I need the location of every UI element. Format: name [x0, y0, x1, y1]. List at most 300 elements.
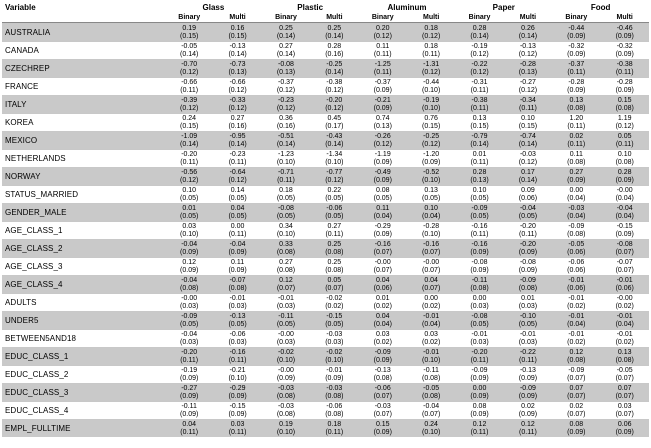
standard-error-value: (0.12) — [422, 32, 441, 40]
coefficient-value: -0.01 — [616, 312, 633, 320]
estimate-cell — [359, 276, 407, 293]
standard-error-value: (0.11) — [470, 230, 489, 238]
estimate-cell — [213, 132, 261, 149]
estimate-cell — [504, 312, 552, 329]
standard-error-value: (0.04) — [422, 320, 441, 328]
row-variable-label: EDUC_CLASS_1 — [5, 352, 69, 361]
estimate-cell — [262, 42, 310, 59]
estimate-cell — [310, 96, 358, 113]
standard-error-value: (0.09) — [615, 176, 634, 184]
estimate-cell — [262, 114, 310, 131]
estimate-cell — [504, 276, 552, 293]
standard-error-value: (0.11) — [228, 356, 247, 364]
coefficient-value: -0.21 — [229, 366, 246, 374]
estimate-cell — [359, 168, 407, 185]
standard-error-value: (0.07) — [422, 410, 441, 418]
estimate-cell — [601, 258, 649, 275]
standard-error-value: (0.02) — [373, 338, 392, 346]
subcolumn-header-row — [2, 13, 649, 23]
standard-error-value: (0.07) — [615, 266, 634, 274]
standard-error-value: (0.05) — [373, 194, 392, 202]
coefficient-value: -0.38 — [616, 60, 633, 68]
estimate-cell — [504, 330, 552, 347]
table-row — [2, 149, 649, 167]
standard-error-value: (0.12) — [180, 68, 199, 76]
standard-error-value: (0.05) — [325, 194, 344, 202]
table-row — [2, 95, 649, 113]
coefficient-value: -0.02 — [326, 348, 343, 356]
standard-error-value: (0.09) — [228, 248, 247, 256]
estimate-cell — [407, 402, 455, 419]
standard-error-value: (0.14) — [276, 50, 296, 58]
estimate-cell — [455, 402, 503, 419]
estimate-cell — [504, 24, 552, 41]
coefficient-value: -0.00 — [181, 294, 198, 302]
coefficient-value: -0.03 — [326, 330, 343, 338]
coefficient-value: -0.01 — [616, 276, 633, 284]
coefficient-value: -0.01 — [568, 294, 585, 302]
standard-error-value: (0.10) — [276, 356, 296, 364]
coefficient-value: 0.04 — [182, 420, 196, 428]
standard-error-value: (0.14) — [325, 32, 344, 40]
coefficient-value: -0.32 — [616, 42, 633, 50]
standard-error-value: (0.15) — [180, 32, 199, 40]
coefficient-value: -0.20 — [326, 96, 343, 104]
table-row — [2, 23, 649, 41]
standard-error-value: (0.10) — [276, 428, 296, 436]
estimate-cell — [552, 258, 600, 275]
standard-error-value: (0.08) — [615, 104, 634, 112]
estimate-cell — [359, 312, 407, 329]
estimate-cell — [407, 258, 455, 275]
standard-error-value: (0.08) — [518, 284, 538, 292]
standard-error-value: (0.09) — [373, 104, 392, 112]
standard-error-value: (0.11) — [519, 356, 537, 364]
estimate-cell — [310, 168, 358, 185]
coefficient-value: -0.09 — [471, 204, 488, 212]
estimate-cell — [262, 150, 310, 167]
estimate-cell — [455, 42, 503, 59]
coefficient-value: 0.04 — [375, 312, 390, 320]
standard-error-value: (0.09) — [567, 50, 586, 58]
coefficient-value: -0.05 — [181, 42, 198, 50]
standard-error-value: (0.08) — [325, 392, 344, 400]
coefficient-value: 0.12 — [472, 420, 487, 428]
table-row — [2, 239, 649, 257]
estimate-cell — [601, 204, 649, 221]
estimate-cell — [552, 312, 600, 329]
standard-error-value: (0.03) — [470, 302, 489, 310]
estimate-cell — [407, 150, 455, 167]
coefficient-value: -0.04 — [423, 402, 440, 410]
standard-error-value: (0.11) — [519, 104, 537, 112]
coefficient-value: -0.13 — [229, 42, 246, 50]
estimate-cell — [601, 330, 649, 347]
coefficient-value: 0.26 — [521, 24, 535, 32]
standard-error-value: (0.14) — [325, 140, 344, 148]
standard-error-value: (0.09) — [470, 392, 489, 400]
estimate-cell — [165, 42, 213, 59]
standard-error-value: (0.10) — [325, 158, 344, 166]
standard-error-value: (0.06) — [518, 194, 538, 202]
standard-error-value: (0.11) — [470, 104, 489, 112]
estimate-cell — [165, 96, 213, 113]
estimate-cell — [165, 150, 213, 167]
coefficient-value: -0.01 — [616, 330, 633, 338]
coefficient-value: 0.10 — [521, 114, 535, 122]
coefficient-value: -0.22 — [471, 60, 488, 68]
standard-error-value: (0.04) — [373, 212, 392, 220]
coefficient-value: -0.01 — [568, 276, 585, 284]
estimate-cell — [262, 168, 310, 185]
standard-error-value: (0.14) — [180, 50, 199, 58]
standard-error-value: (0.15) — [422, 122, 441, 130]
standard-error-value: (0.11) — [615, 140, 634, 148]
standard-error-value: (0.05) — [422, 194, 441, 202]
estimate-cell — [601, 294, 649, 311]
standard-error-value: (0.04) — [615, 320, 634, 328]
standard-error-value: (0.07) — [567, 410, 586, 418]
estimate-cell — [310, 114, 358, 131]
coefficient-value: -0.66 — [229, 78, 246, 86]
standard-error-value: (0.09) — [470, 410, 489, 418]
row-variable-label: NORWAY — [5, 172, 41, 181]
standard-error-value: (0.12) — [373, 32, 392, 40]
coefficient-value: -0.20 — [181, 150, 198, 158]
coefficient-value: 0.10 — [182, 186, 196, 194]
estimate-cell — [455, 222, 503, 239]
coefficient-value: 0.16 — [230, 24, 245, 32]
coefficient-value: 0.03 — [424, 330, 438, 338]
standard-error-value: (0.09) — [373, 356, 392, 364]
standard-error-value: (0.12) — [470, 68, 489, 76]
coefficient-value: -0.11 — [181, 402, 197, 410]
coefficient-value: -0.20 — [519, 240, 536, 248]
estimate-cell — [310, 276, 358, 293]
estimate-cell — [504, 348, 552, 365]
coefficient-value: -0.39 — [181, 96, 198, 104]
standard-error-value: (0.08) — [325, 248, 344, 256]
coefficient-value: -0.09 — [519, 384, 536, 392]
estimate-cell — [552, 60, 600, 77]
estimate-cell — [407, 240, 455, 257]
standard-error-value: (0.02) — [373, 302, 392, 310]
standard-error-value: (0.15) — [518, 122, 538, 130]
estimate-cell — [552, 78, 600, 95]
standard-error-value: (0.12) — [518, 50, 538, 58]
standard-error-value: (0.15) — [470, 122, 489, 130]
row-variable-label: MEXICO — [5, 136, 38, 145]
estimate-cell — [165, 366, 213, 383]
coefficient-value: -0.11 — [471, 276, 488, 284]
standard-error-value: (0.08) — [567, 158, 586, 166]
coefficient-value: -0.71 — [277, 168, 294, 176]
standard-error-value: (0.08) — [422, 392, 441, 400]
estimate-cell — [601, 366, 649, 383]
coefficient-value: 0.13 — [569, 96, 584, 104]
coefficient-value: 0.05 — [327, 276, 342, 284]
estimate-cell — [310, 348, 358, 365]
coefficient-value: -0.09 — [374, 348, 391, 356]
estimate-cell — [165, 132, 213, 149]
estimate-cell — [455, 348, 503, 365]
coefficient-value: 0.18 — [279, 186, 293, 194]
estimate-cell — [552, 114, 600, 131]
coefficient-value: -0.43 — [326, 132, 343, 140]
estimate-cell — [213, 60, 261, 77]
standard-error-value: (0.09) — [180, 410, 199, 418]
estimate-cell — [165, 348, 213, 365]
estimate-cell — [213, 384, 261, 401]
coefficient-value: 0.06 — [617, 420, 632, 428]
estimate-cell — [165, 204, 213, 221]
coefficient-value: 0.27 — [279, 42, 293, 50]
standard-error-value: (0.05) — [180, 212, 199, 220]
standard-error-value: (0.12) — [470, 50, 489, 58]
estimate-cell — [359, 96, 407, 113]
estimate-cell — [262, 348, 310, 365]
row-variable-label: AGE_CLASS_3 — [5, 262, 63, 271]
estimate-cell — [165, 312, 213, 329]
table-row — [2, 167, 649, 185]
estimate-cell — [407, 60, 455, 77]
estimate-cell — [213, 348, 261, 365]
standard-error-value: (0.09) — [567, 176, 586, 184]
estimate-cell — [601, 96, 649, 113]
estimate-cell — [310, 78, 358, 95]
standard-error-value: (0.07) — [615, 248, 634, 256]
coefficient-value: 0.01 — [375, 294, 390, 302]
table-row — [2, 311, 649, 329]
estimate-cell — [165, 60, 213, 77]
coefficient-value: -0.01 — [423, 312, 440, 320]
standard-error-value: (0.09) — [228, 410, 247, 418]
coefficient-value: -1.31 — [423, 60, 440, 68]
standard-error-value: (0.08) — [276, 410, 296, 418]
coefficient-value: -0.07 — [616, 258, 633, 266]
coefficient-value: -0.09 — [568, 222, 585, 230]
coefficient-value: -0.13 — [229, 312, 246, 320]
coefficient-value: 0.00 — [472, 294, 487, 302]
row-variable-label: UNDER5 — [5, 316, 39, 325]
estimate-cell — [310, 330, 358, 347]
coefficient-value: 0.33 — [279, 240, 293, 248]
standard-error-value: (0.12) — [518, 158, 538, 166]
standard-error-value: (0.10) — [422, 356, 441, 364]
coefficient-value: -0.28 — [616, 78, 633, 86]
standard-error-value: (0.08) — [567, 230, 586, 238]
coefficient-value: 0.27 — [230, 114, 245, 122]
estimate-cell — [262, 222, 310, 239]
estimate-cell — [310, 186, 358, 203]
estimate-cell — [455, 240, 503, 257]
estimate-cell — [552, 204, 600, 221]
estimate-cell — [455, 384, 503, 401]
estimate-cell — [359, 294, 407, 311]
estimate-cell — [359, 78, 407, 95]
standard-error-value: (0.11) — [470, 428, 489, 436]
estimate-cell — [262, 276, 310, 293]
estimate-cell — [455, 168, 503, 185]
standard-error-value: (0.09) — [373, 86, 392, 94]
estimate-cell — [504, 294, 552, 311]
coefficient-value: -0.13 — [519, 42, 536, 50]
standard-error-value: (0.09) — [180, 392, 199, 400]
standard-error-value: (0.06) — [615, 284, 634, 292]
standard-error-value: (0.17) — [325, 122, 344, 130]
standard-error-value: (0.05) — [276, 194, 296, 202]
estimate-cell — [455, 330, 503, 347]
estimate-cell — [359, 384, 407, 401]
estimate-cell — [552, 276, 600, 293]
estimate-cell — [359, 240, 407, 257]
coefficient-value: 0.25 — [327, 24, 342, 32]
standard-error-value: (0.11) — [615, 68, 634, 76]
estimate-cell — [213, 24, 261, 41]
coefficient-value: 1.20 — [569, 114, 584, 122]
coefficient-value: 0.05 — [617, 132, 632, 140]
estimate-cell — [504, 150, 552, 167]
coefficient-value: -0.66 — [181, 78, 198, 86]
estimate-cell — [359, 204, 407, 221]
standard-error-value: (0.11) — [180, 428, 199, 436]
standard-error-value: (0.11) — [470, 158, 489, 166]
estimate-cell — [407, 42, 455, 59]
standard-error-value: (0.16) — [228, 122, 247, 130]
standard-error-value: (0.07) — [615, 410, 634, 418]
coefficient-value: 0.01 — [472, 150, 487, 158]
subcol-header: Multi — [616, 14, 633, 21]
standard-error-value: (0.05) — [325, 320, 344, 328]
coefficient-value: 0.10 — [424, 204, 438, 212]
coefficient-value: -1.19 — [374, 150, 391, 158]
estimate-cell — [504, 240, 552, 257]
coefficient-value: -0.16 — [471, 240, 488, 248]
estimate-cell — [455, 204, 503, 221]
row-variable-label: ITALY — [5, 100, 27, 109]
estimate-cell — [552, 150, 600, 167]
standard-error-value: (0.11) — [567, 140, 586, 148]
coefficient-value: -0.06 — [326, 204, 343, 212]
estimate-cell — [165, 420, 213, 437]
coefficient-value: -1.20 — [423, 150, 440, 158]
coefficient-value: -1.34 — [326, 150, 343, 158]
coefficient-value: -0.00 — [616, 186, 633, 194]
standard-error-value: (0.07) — [615, 392, 634, 400]
coefficient-value: -0.04 — [181, 276, 198, 284]
estimate-cell — [359, 420, 407, 437]
estimate-cell — [455, 24, 503, 41]
estimate-cell — [504, 60, 552, 77]
coefficient-value: -0.21 — [374, 96, 391, 104]
coefficient-value: -0.01 — [277, 294, 294, 302]
coefficient-value: -0.44 — [423, 78, 440, 86]
estimate-cell — [552, 96, 600, 113]
coefficient-value: 0.11 — [376, 204, 390, 212]
standard-error-value: (0.10) — [422, 428, 441, 436]
standard-error-value: (0.08) — [180, 284, 199, 292]
coefficient-value: 0.34 — [279, 222, 293, 230]
coefficient-value: -0.46 — [616, 24, 633, 32]
coefficient-value: -0.03 — [374, 402, 391, 410]
estimate-cell — [310, 222, 358, 239]
coefficient-value: -0.09 — [471, 366, 488, 374]
standard-error-value: (0.15) — [228, 32, 247, 40]
estimate-cell — [165, 222, 213, 239]
estimate-cell — [601, 150, 649, 167]
standard-error-value: (0.03) — [228, 302, 247, 310]
coefficient-value: -0.00 — [616, 294, 633, 302]
coefficient-value: -0.09 — [568, 366, 585, 374]
row-variable-label: AGE_CLASS_4 — [5, 280, 63, 289]
group-header-food: Food — [590, 3, 611, 12]
coefficient-value: 0.00 — [472, 384, 487, 392]
subcol-header: Multi — [422, 14, 440, 21]
estimate-cell — [504, 366, 552, 383]
coefficient-value: -0.06 — [568, 258, 585, 266]
estimate-cell — [310, 420, 358, 437]
estimate-cell — [504, 168, 552, 185]
estimate-cell — [455, 78, 503, 95]
coefficient-value: -0.28 — [568, 78, 585, 86]
standard-error-value: (0.02) — [422, 338, 441, 346]
subcol-header: Multi — [229, 14, 246, 21]
coefficient-value: -0.13 — [374, 366, 391, 374]
standard-error-value: (0.12) — [325, 176, 344, 184]
standard-error-value: (0.07) — [373, 392, 392, 400]
standard-error-value: (0.12) — [180, 176, 199, 184]
estimate-cell — [165, 168, 213, 185]
estimate-cell — [310, 240, 358, 257]
estimate-cell — [601, 132, 649, 149]
coefficient-value: 0.10 — [472, 186, 487, 194]
standard-error-value: (0.09) — [228, 266, 247, 274]
standard-error-value: (0.14) — [518, 140, 538, 148]
estimate-cell — [407, 276, 455, 293]
standard-error-value: (0.10) — [422, 230, 441, 238]
estimate-cell — [310, 384, 358, 401]
standard-error-value: (0.09) — [373, 230, 392, 238]
estimate-cell — [552, 294, 600, 311]
table-row — [2, 347, 649, 365]
standard-error-value: (0.03) — [518, 302, 538, 310]
estimate-cell — [359, 366, 407, 383]
coefficient-value: -0.11 — [423, 366, 439, 374]
standard-error-value: (0.11) — [180, 86, 199, 94]
estimate-cell — [359, 258, 407, 275]
estimate-cell — [601, 402, 649, 419]
estimate-cell — [407, 312, 455, 329]
coefficient-value: 0.09 — [521, 186, 535, 194]
estimate-cell — [504, 42, 552, 59]
standard-error-value: (0.04) — [567, 212, 586, 220]
standard-error-value: (0.14) — [228, 140, 247, 148]
standard-error-value: (0.09) — [518, 410, 538, 418]
standard-error-value: (0.13) — [518, 68, 538, 76]
estimate-cell — [504, 78, 552, 95]
table-row — [2, 131, 649, 149]
standard-error-value: (0.14) — [470, 140, 489, 148]
coefficient-value: -0.70 — [181, 60, 198, 68]
coefficient-value: 0.03 — [375, 330, 390, 338]
coefficient-value: -1.25 — [374, 60, 391, 68]
coefficient-value: -0.16 — [374, 240, 391, 248]
estimate-cell — [601, 78, 649, 95]
estimate-cell — [213, 420, 261, 437]
coefficient-value: 0.15 — [375, 420, 390, 428]
coefficient-value: -0.38 — [326, 78, 343, 86]
estimate-cell — [504, 186, 552, 203]
